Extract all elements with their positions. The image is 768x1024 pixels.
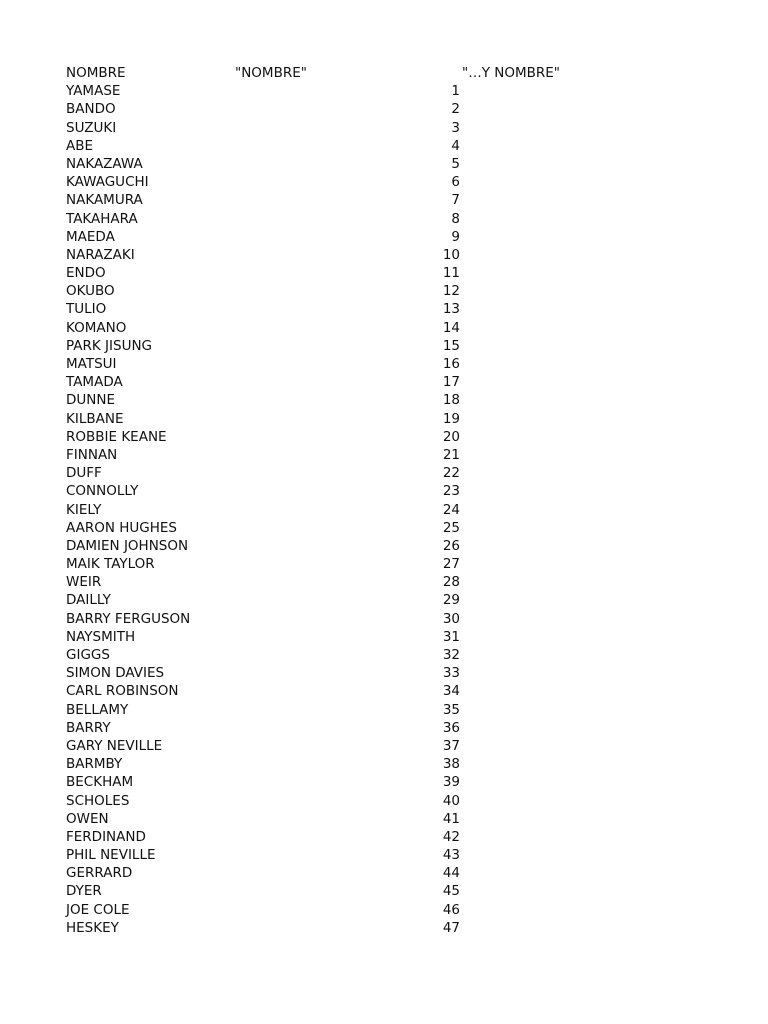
- table-row: [0, 410, 768, 428]
- table-row: [0, 846, 768, 864]
- player-name: BARRY FERGUSON: [66, 610, 191, 627]
- table-row: [0, 737, 768, 755]
- table-row: [0, 82, 768, 100]
- table-row: [0, 246, 768, 264]
- row-number: 16: [442, 356, 460, 372]
- player-name: SCHOLES: [66, 792, 130, 809]
- table-row: [0, 537, 768, 555]
- row-number: 35: [442, 701, 460, 718]
- player-name: GERRARD: [66, 865, 133, 882]
- row-number: 3: [451, 119, 460, 136]
- table-row: [0, 682, 768, 700]
- header-y-nombre: "…Y NOMBRE": [462, 65, 561, 81]
- row-number: 47: [442, 919, 460, 936]
- player-name: KAWAGUCHI: [66, 174, 149, 191]
- table-row: [0, 628, 768, 646]
- table-row: [0, 464, 768, 482]
- row-number: 9: [451, 228, 460, 245]
- player-name: BARMBY: [66, 756, 123, 773]
- table-row: [0, 282, 768, 300]
- table-row: [0, 664, 768, 682]
- player-name: CONNOLLY: [66, 483, 139, 500]
- row-number: 30: [442, 610, 460, 627]
- table-row: [0, 155, 768, 173]
- table-row: [0, 719, 768, 737]
- row-number: 31: [442, 628, 460, 645]
- player-name: NAKAMURA: [66, 192, 143, 209]
- player-name: WEIR: [66, 574, 102, 591]
- table-row: [0, 228, 768, 246]
- table-row: [0, 901, 768, 919]
- row-number: 13: [442, 301, 460, 318]
- row-number: 29: [442, 592, 460, 609]
- row-number: 28: [442, 574, 460, 591]
- spreadsheet: [0, 64, 768, 937]
- player-name: MATSUI: [66, 356, 117, 372]
- data-rows: [0, 82, 768, 937]
- row-number: 44: [442, 865, 460, 882]
- table-row: [0, 391, 768, 409]
- row-number: 27: [442, 556, 460, 573]
- player-name: HESKEY: [66, 919, 119, 936]
- row-number: 2: [451, 101, 460, 118]
- player-name: SIMON DAVIES: [66, 665, 165, 682]
- player-name: OKUBO: [66, 283, 115, 300]
- table-row: [0, 264, 768, 282]
- player-name: DAMIEN JOHNSON: [66, 537, 189, 554]
- row-number: 36: [442, 719, 460, 736]
- row-number: 42: [442, 828, 460, 845]
- row-number: 11: [442, 265, 460, 282]
- player-name: TULIO: [66, 301, 107, 318]
- table-row: [0, 210, 768, 228]
- row-number: 46: [442, 901, 460, 918]
- player-name: KOMANO: [66, 319, 127, 336]
- row-number: 7: [451, 192, 460, 209]
- player-name: ABE: [66, 137, 94, 154]
- table-row: [0, 610, 768, 628]
- player-name: TAKAHARA: [66, 210, 138, 227]
- row-number: 37: [442, 737, 460, 754]
- table-row: [0, 573, 768, 591]
- header-row: [0, 64, 768, 82]
- row-number: 32: [442, 647, 460, 663]
- table-row: [0, 173, 768, 191]
- table-row: [0, 810, 768, 828]
- player-name: OWEN: [66, 810, 109, 827]
- row-number: 6: [451, 174, 460, 191]
- player-name: BARRY: [66, 719, 111, 736]
- player-name: PARK JISUNG: [66, 337, 153, 354]
- player-name: NARAZAKI: [66, 246, 135, 263]
- player-name: ROBBIE KEANE: [66, 428, 167, 445]
- table-row: [0, 191, 768, 209]
- row-number: 41: [442, 810, 460, 827]
- player-name: KIELY: [66, 501, 102, 518]
- table-row: [0, 119, 768, 137]
- table-row: [0, 591, 768, 609]
- row-number: 23: [442, 483, 460, 500]
- player-name: JOE COLE: [66, 901, 130, 918]
- header-nombre: NOMBRE: [66, 65, 126, 81]
- table-row: [0, 882, 768, 900]
- row-number: 20: [442, 428, 460, 445]
- table-row: [0, 300, 768, 318]
- table-row: [0, 828, 768, 846]
- table-row: [0, 701, 768, 719]
- table-row: [0, 919, 768, 937]
- player-name: DUFF: [66, 465, 102, 482]
- player-name: NAYSMITH: [66, 628, 136, 645]
- player-name: CARL ROBINSON: [66, 683, 179, 700]
- header-quoted-nombre: "NOMBRE": [235, 65, 307, 81]
- row-number: 45: [442, 883, 460, 900]
- player-name: MAEDA: [66, 228, 115, 245]
- row-number: 10: [442, 246, 460, 263]
- player-name: TAMADA: [66, 374, 123, 391]
- table-row: [0, 646, 768, 664]
- player-name: GARY NEVILLE: [66, 737, 163, 754]
- table-row: [0, 446, 768, 464]
- table-row: [0, 355, 768, 373]
- row-number: 33: [442, 665, 460, 682]
- row-number: 1: [451, 83, 460, 100]
- table-row: [0, 137, 768, 155]
- table-row: [0, 755, 768, 773]
- table-row: [0, 555, 768, 573]
- player-name: BECKHAM: [66, 774, 134, 791]
- row-number: 5: [451, 155, 460, 172]
- player-name: PHIL NEVILLE: [66, 847, 156, 864]
- player-name: MAIK TAYLOR: [66, 556, 155, 573]
- player-name: BELLAMY: [66, 701, 129, 718]
- row-number: 25: [442, 519, 460, 536]
- row-number: 21: [442, 446, 460, 463]
- row-number: 15: [442, 337, 460, 354]
- row-number: 17: [442, 374, 460, 391]
- player-name: DUNNE: [66, 392, 116, 409]
- player-name: FERDINAND: [66, 828, 146, 845]
- player-name: DYER: [66, 883, 102, 900]
- table-row: [0, 373, 768, 391]
- table-row: [0, 337, 768, 355]
- row-number: 8: [451, 210, 460, 227]
- row-number: 14: [442, 319, 460, 336]
- row-number: 40: [442, 792, 460, 809]
- row-number: 34: [442, 683, 460, 700]
- table-row: [0, 501, 768, 519]
- table-row: [0, 519, 768, 537]
- table-row: [0, 319, 768, 337]
- player-name: NAKAZAWA: [66, 155, 143, 172]
- row-number: 39: [442, 774, 460, 791]
- row-number: 22: [442, 465, 460, 482]
- table-row: [0, 100, 768, 118]
- row-number: 24: [442, 501, 460, 518]
- player-name: ENDO: [66, 265, 106, 282]
- row-number: 19: [442, 410, 460, 427]
- row-number: 26: [442, 537, 460, 554]
- row-number: 38: [442, 756, 460, 773]
- row-number: 43: [442, 847, 460, 864]
- table-row: [0, 864, 768, 882]
- table-row: [0, 482, 768, 500]
- table-row: [0, 428, 768, 446]
- player-name: KILBANE: [66, 410, 124, 427]
- table-row: [0, 773, 768, 791]
- row-number: 4: [451, 137, 460, 154]
- player-name: FINNAN: [66, 446, 118, 463]
- player-name: GIGGS: [66, 647, 110, 663]
- row-number: 18: [442, 392, 460, 409]
- player-name: DAILLY: [66, 592, 111, 609]
- player-name: AARON HUGHES: [66, 519, 177, 536]
- player-name: SUZUKI: [66, 119, 117, 136]
- row-number: 12: [442, 283, 460, 300]
- table-row: [0, 792, 768, 810]
- player-name: BANDO: [66, 101, 116, 118]
- player-name: YAMASE: [66, 83, 121, 100]
